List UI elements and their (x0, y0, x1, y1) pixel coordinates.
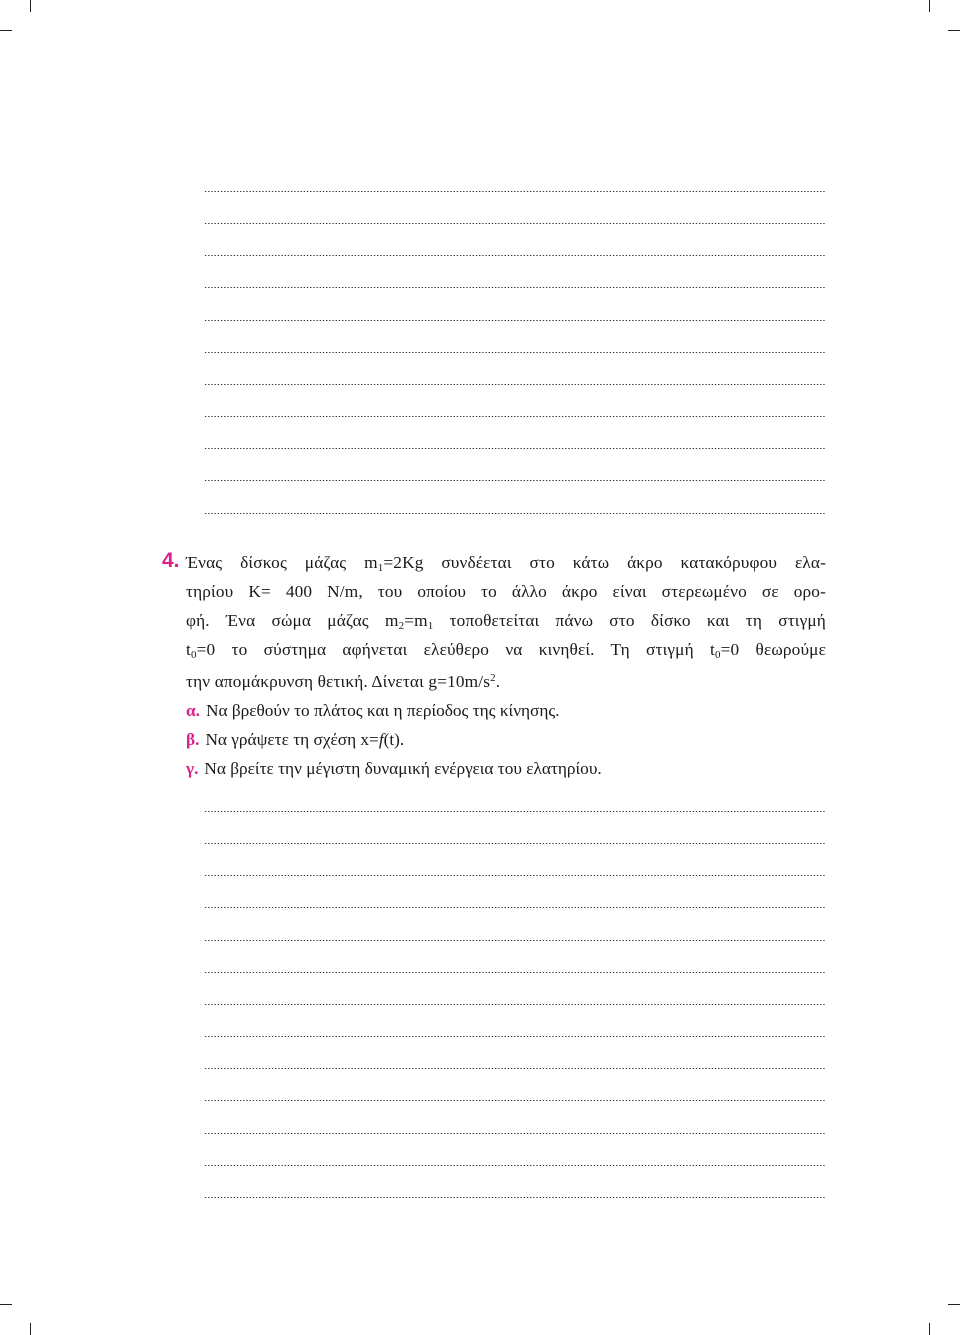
question-label: α. (186, 701, 200, 720)
answer-line[interactable] (204, 1102, 826, 1134)
answer-line[interactable] (204, 289, 826, 321)
crop-mark-bottom-left-v (30, 1323, 31, 1335)
answer-line[interactable] (204, 1134, 826, 1166)
answer-line[interactable] (204, 192, 826, 224)
answer-line[interactable] (204, 812, 826, 844)
answer-line[interactable] (204, 1070, 826, 1102)
answer-line[interactable] (204, 877, 826, 909)
answer-line[interactable] (204, 321, 826, 353)
answer-line[interactable] (204, 909, 826, 941)
crop-mark-top-left-v (30, 0, 31, 12)
crop-mark-bottom-right-h (948, 1304, 960, 1305)
answer-lines-top (204, 160, 826, 514)
problem-statement (186, 548, 826, 693)
answer-line[interactable] (204, 780, 826, 812)
statement-line-4: $t_0=0$ το σύστημα αφήνεται ελεύθερο να κινηθεί. Τη στιγμή $t_0=0$ θεωρούμε (186, 640, 826, 661)
crop-mark-bottom-left-h (0, 1304, 12, 1305)
answer-lines-bottom (204, 780, 826, 1198)
answer-line[interactable] (204, 418, 826, 450)
question-a: α. Να βρεθούν το πλάτος και η περίοδος της κίνησης. (186, 701, 560, 720)
crop-mark-top-right-h (948, 30, 960, 31)
answer-line[interactable] (204, 353, 826, 385)
crop-mark-top-right-v (929, 0, 930, 12)
question-label: β. (186, 730, 200, 749)
answer-line[interactable] (204, 844, 826, 876)
question-label: γ. (186, 759, 199, 778)
question-b: β. Να γράψετε τη σχέση x=f(t). (186, 730, 405, 749)
answer-line[interactable] (204, 1166, 826, 1198)
answer-line[interactable] (204, 385, 826, 417)
question-c: γ. Να βρείτε την μέγιστη δυναμική ενέργεια του ελατηρίου. (186, 759, 602, 778)
answer-line[interactable] (204, 257, 826, 289)
answer-line[interactable] (204, 1038, 826, 1070)
crop-mark-bottom-right-v (929, 1323, 930, 1335)
statement-line-2: τηρίου K= 400 N/m, του οποίου το άλλο άκρο είναι στερεωμένο σε ορο- (186, 582, 826, 601)
problem-4 (162, 548, 826, 783)
answer-line[interactable] (204, 973, 826, 1005)
answer-line[interactable] (204, 450, 826, 482)
answer-line[interactable] (204, 224, 826, 256)
answer-line[interactable] (204, 482, 826, 514)
problem-number: 4. (162, 549, 180, 572)
statement-line-5: την απομάκρυνση θετική. Δίνεται $g=10m/s^2$. (186, 672, 501, 691)
answer-line[interactable] (204, 160, 826, 192)
answer-line[interactable] (204, 1005, 826, 1037)
crop-mark-top-left-h (0, 30, 12, 31)
statement-line-3: φή. Ένα σώμα μάζας $m_2=m_1$ τοποθετείται πάνω στο δίσκο και τη στιγμή (186, 611, 826, 632)
answer-line[interactable] (204, 941, 826, 973)
statement-line-1: Ένας δίσκος μάζας $m_1=2Kg$ συνδέεται στο κάτω άκρο κατακόρυφου ελα- (186, 553, 826, 574)
